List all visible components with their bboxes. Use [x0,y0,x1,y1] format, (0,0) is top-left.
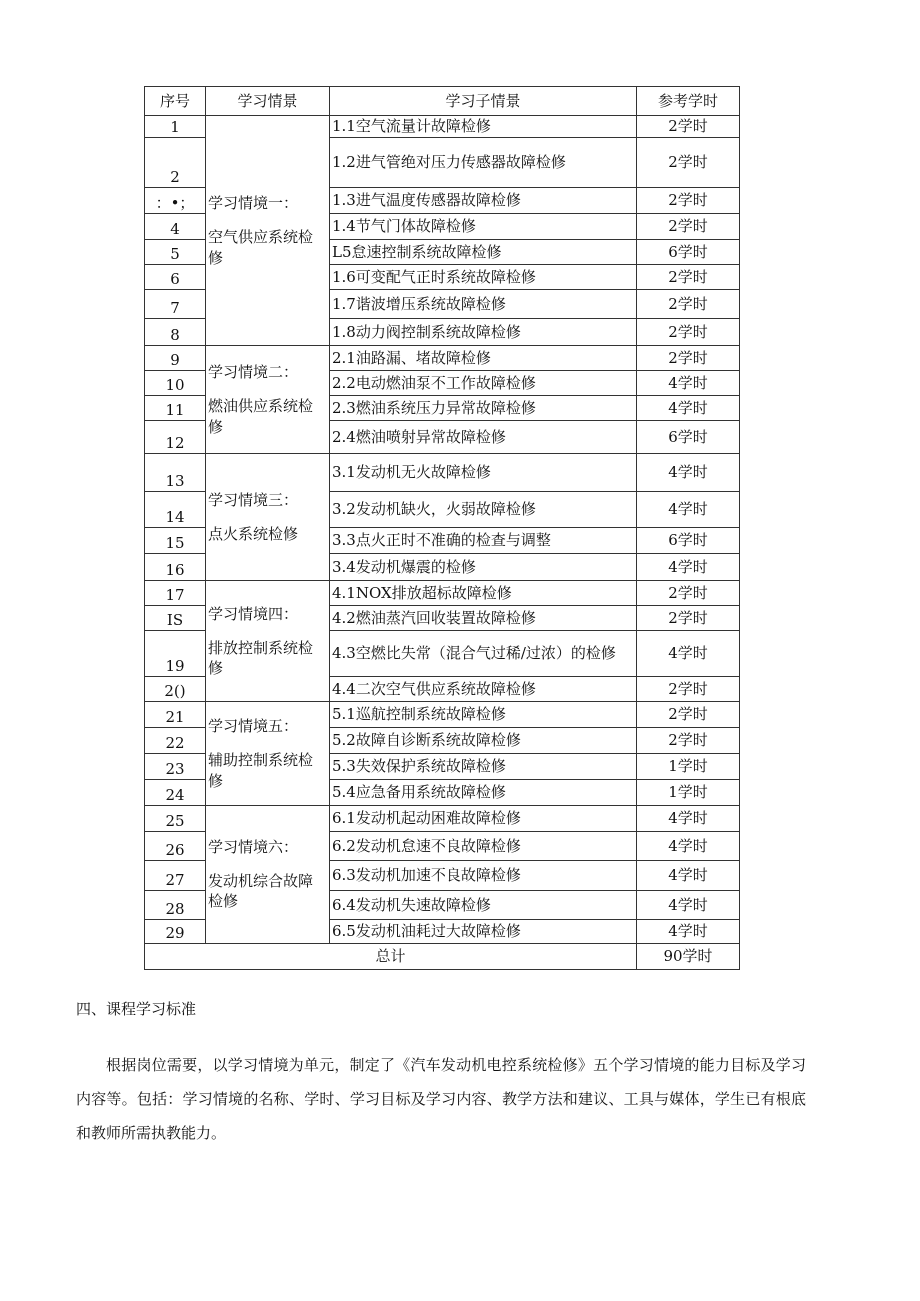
reference-hours: 2学时 [637,319,740,346]
row-number: 28 [145,890,206,919]
sub-context: 1.6可变配气正时系统故障检修 [330,265,637,290]
context-title: 学习情境一： [208,194,299,213]
row-number: 12 [145,421,206,454]
section-heading: 四、课程学习标准 [76,1000,197,1018]
reference-hours: 1学时 [637,753,740,779]
reference-hours: 2学时 [637,265,740,290]
table-header-row [145,87,740,116]
context-title: 学习情境六： [208,837,299,856]
sub-context: 3.3点火正时不准确的检查与调整 [330,528,637,554]
sub-context: 6.3发动机加速不良故障检修 [330,860,637,890]
sub-context: 2.1油路漏、堵故障检修 [330,346,637,371]
sub-context: 1.3进气温度传感器故障检修 [330,188,637,214]
row-number: IS [145,606,206,631]
curriculum-table [144,86,740,970]
table-row [145,454,740,492]
section-paragraph: 根据岗位需要，以学习情境为单元，制定了《汽车发动机电控系统检修》五个学习情境的能力目标及学习内容等。包括：学习情境的名称、学时、学习目标及学习内容、教学方法和建议、工具与媒体，学生已有根底和教师所需执教能力。 [76,1056,806,1142]
reference-hours: 4学时 [637,805,740,831]
row-number: 10 [145,371,206,396]
learning-context-cell [206,581,330,702]
sub-context: 5.2故障自诊断系统故障检修 [330,727,637,753]
reference-hours: 2学时 [637,606,740,631]
sub-context: 1.8动力阀控制系统故障检修 [330,319,637,346]
row-number: 8 [145,319,206,346]
header-context: 学习情景 [206,87,330,116]
table-row [145,702,740,728]
sub-context: 5.3失效保护系统故障检修 [330,753,637,779]
reference-hours: 2学时 [637,727,740,753]
row-number: 29 [145,919,206,943]
sub-context: 6.4发动机失速故障检修 [330,890,637,919]
learning-context-cell [206,116,330,346]
context-name: 空气供应系统检修 [208,228,314,267]
reference-hours: 2学时 [637,677,740,702]
reference-hours: 6学时 [637,240,740,265]
sub-context: 2.3燃油系统压力异常故障检修 [330,396,637,421]
row-number: 6 [145,265,206,290]
reference-hours: 2学时 [637,138,740,188]
reference-hours: 4学时 [637,371,740,396]
row-number: 2() [145,677,206,702]
row-number: 13 [145,454,206,492]
row-number: 17 [145,581,206,606]
row-number: 15 [145,528,206,554]
sub-context: 1.4节气门体故障检修 [330,214,637,240]
row-number: 9 [145,346,206,371]
sub-context: 5.4应急备用系统故障检修 [330,779,637,805]
sub-context: 2.2电动燃油泵不工作故障检修 [330,371,637,396]
row-number: 5 [145,240,206,265]
row-number: 19 [145,631,206,677]
sub-context: 1.1空气流量计故障检修 [330,116,637,138]
total-hours: 90学时 [637,943,740,969]
reference-hours: 2学时 [637,188,740,214]
row-number: ：•； [145,188,206,214]
sub-context: 5.1巡航控制系统故障检修 [330,702,637,728]
row-number: 27 [145,860,206,890]
reference-hours: 4学时 [637,554,740,581]
row-number: 2 [145,138,206,188]
context-title: 学习情境三： [208,490,299,509]
table-row [145,581,740,606]
sub-context: 2.4燃油喷射异常故障检修 [330,421,637,454]
context-title: 学习情境二： [208,363,299,382]
sub-context: 4.3空燃比失常（混合气过稀/过浓）的检修 [330,631,637,677]
reference-hours: 2学时 [637,290,740,319]
table-row [145,346,740,371]
total-row [145,943,740,969]
sub-context: 3.1发动机无火故障检修 [330,454,637,492]
reference-hours: 2学时 [637,581,740,606]
reference-hours: 4学时 [637,890,740,919]
reference-hours: 4学时 [637,860,740,890]
table-row [145,805,740,831]
sub-context: 6.5发动机油耗过大故障检修 [330,919,637,943]
sub-context: 4.1NOX排放超标故障检修 [330,581,637,606]
learning-context-cell [206,346,330,454]
context-title: 学习情境五： [208,717,299,735]
context-title: 学习情境四： [208,604,299,623]
reference-hours: 4学时 [637,492,740,528]
reference-hours: 6学时 [637,528,740,554]
context-name: 燃油供应系统检修 [208,397,314,436]
row-number: 23 [145,753,206,779]
sub-context: 3.4发动机爆震的检修 [330,554,637,581]
reference-hours: 2学时 [637,702,740,728]
header-subcontext: 学习子情景 [330,87,637,116]
header-number: 序号 [145,87,206,116]
sub-context: 3.2发动机缺火，火弱故障检修 [330,492,637,528]
row-number: 26 [145,831,206,860]
reference-hours: 4学时 [637,831,740,860]
sub-context: 6.2发动机怠速不良故障检修 [330,831,637,860]
total-label: 总计 [145,943,637,969]
context-name: 发动机综合故障检修 [208,872,314,911]
learning-context-cell [206,805,330,943]
row-number: 25 [145,805,206,831]
reference-hours: 4学时 [637,396,740,421]
header-hours: 参考学时 [637,87,740,116]
row-number: 16 [145,554,206,581]
learning-context-cell [206,454,330,581]
reference-hours: 6学时 [637,421,740,454]
row-number: 21 [145,702,206,728]
sub-context: 1.2进气管绝对压力传感器故障检修 [330,138,637,188]
row-number: 7 [145,290,206,319]
context-name: 排放控制系统检修 [208,638,314,678]
reference-hours: 2学时 [637,214,740,240]
reference-hours: 4学时 [637,454,740,492]
reference-hours: 4学时 [637,919,740,943]
reference-hours: 1学时 [637,779,740,805]
sub-context: 4.2燃油蒸汽回收装置故障检修 [330,606,637,631]
table-row [145,116,740,138]
row-number: 11 [145,396,206,421]
reference-hours: 2学时 [637,116,740,138]
row-number: 4 [145,214,206,240]
row-number: 22 [145,727,206,753]
sub-context: 1.7谐波增压系统故障检修 [330,290,637,319]
context-name: 点火系统检修 [208,525,299,543]
sub-context: 4.4二次空气供应系统故障检修 [330,677,637,702]
sub-context: L5怠速控制系统故障检修 [330,240,637,265]
row-number: 24 [145,779,206,805]
learning-context-cell [206,702,330,806]
context-name: 辅助控制系统检修 [208,751,314,790]
reference-hours: 2学时 [637,346,740,371]
reference-hours: 4学时 [637,631,740,677]
sub-context: 6.1发动机起动困难故障检修 [330,805,637,831]
row-number: 1 [145,116,206,138]
row-number: 14 [145,492,206,528]
table-body [145,116,740,944]
